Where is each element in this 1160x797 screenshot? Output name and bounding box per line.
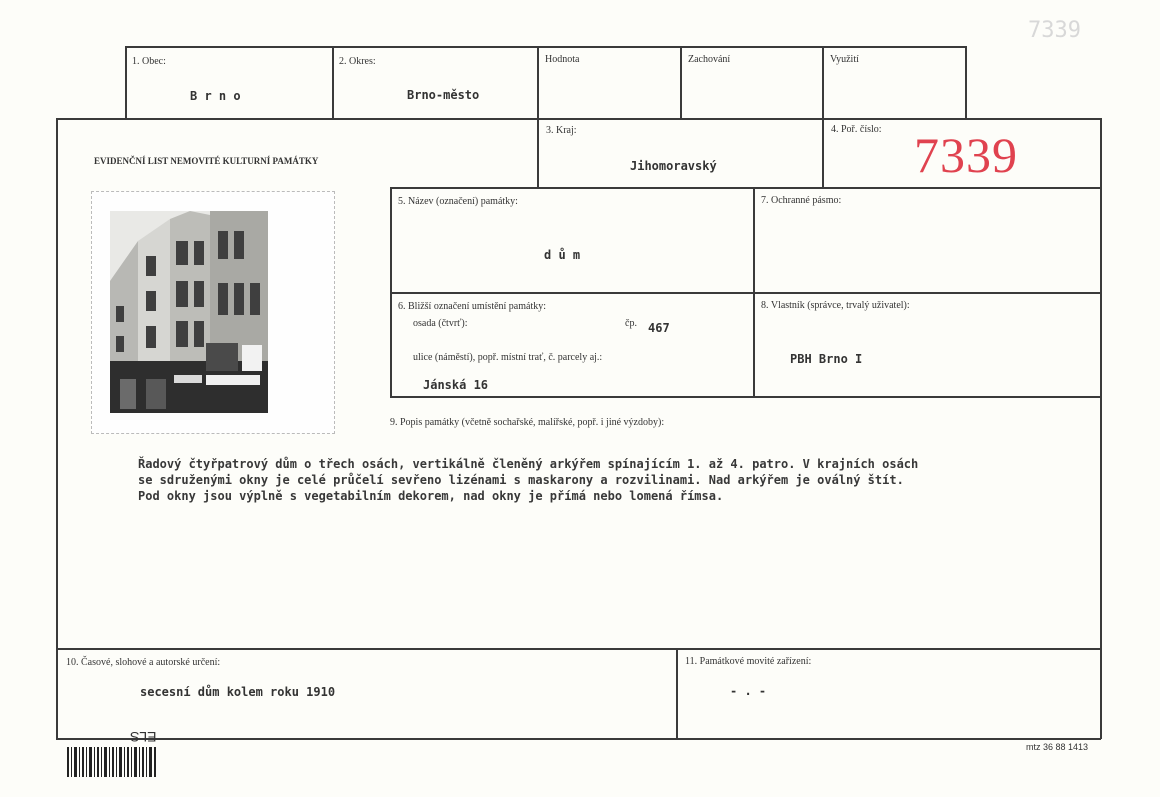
okres-label: 2. Okres: xyxy=(339,56,376,67)
pencil-note: 7339 xyxy=(1028,18,1081,43)
ulice-value: Jánská 16 xyxy=(423,378,489,392)
kraj-label: 3. Kraj: xyxy=(546,125,577,136)
popis-line: Řadový čtyřpatrový dům o třech osách, vertikálně členěný arkýřem spínajícím 1. až 4. patro. V krajních osách xyxy=(138,457,919,471)
registration-number: 7339 xyxy=(914,127,1018,183)
zarizeni-label: 11. Památkové movité zařízení: xyxy=(685,656,812,667)
hodnota-label: Hodnota xyxy=(545,54,580,65)
popis-line: Pod okny jsou výplně s vegetabilním dekorem, nad okny je přímá nebo lomená římsa. xyxy=(138,489,724,503)
urceni-value: secesní dům kolem roku 1910 xyxy=(140,685,336,699)
zarizeni-value: - . - xyxy=(730,684,767,698)
rule xyxy=(822,46,824,187)
nazev-label: 5. Název (označení) památky: xyxy=(398,196,518,207)
obec-value: B r n o xyxy=(190,89,241,103)
por-cislo-label: 4. Poř. číslo: xyxy=(831,124,882,135)
rule xyxy=(965,46,967,118)
rule xyxy=(56,118,1101,120)
obec-label: 1. Obec: xyxy=(132,56,166,67)
urceni-label: 10. Časové, slohové a autorské určení: xyxy=(66,657,221,668)
form-title: EVIDENČNÍ LIST NEMOVITÉ KULTURNÍ PAMÁTKY xyxy=(94,156,319,166)
popis-label: 9. Popis památky (včetně sochařské, malířské, popř. i jiné výzdoby): xyxy=(390,417,665,428)
vlastnik-value: PBH Brno I xyxy=(790,352,863,366)
rule xyxy=(390,187,1101,189)
rule xyxy=(56,118,58,739)
rule xyxy=(125,46,966,48)
popis-text xyxy=(138,456,1038,504)
popis-line: se sdruženými okny je celé průčelí sevřeno lizénami s maskarony a rozvilinami. Nad arkýřem je oválný štít. xyxy=(138,473,904,487)
rule xyxy=(390,396,1101,398)
form-code: mtz 36 88 1413 xyxy=(1026,742,1089,752)
osada-label: osada (čtvrť): xyxy=(413,318,468,329)
nazev-value: d ů m xyxy=(544,248,581,262)
rule xyxy=(56,648,1101,650)
cp-value: 467 xyxy=(648,321,670,335)
building-photo xyxy=(110,211,268,413)
rule xyxy=(1100,118,1102,739)
barcode-icon xyxy=(67,747,157,777)
rule xyxy=(676,648,678,739)
vlastnik-label: 8. Vlastník (správce, trvalý uživatel): xyxy=(761,300,910,311)
rule xyxy=(125,46,127,118)
zachovani-label: Zachování xyxy=(688,54,731,65)
cp-label: čp. xyxy=(625,318,637,329)
rule xyxy=(332,46,334,118)
kraj-value: Jihomoravský xyxy=(630,159,717,173)
rule xyxy=(537,46,539,187)
rule xyxy=(680,46,682,118)
umisteni-label: 6. Bližší označení umístění památky: xyxy=(398,301,547,312)
rule xyxy=(390,292,1101,294)
ochranne-pasmo-label: 7. Ochranné pásmo: xyxy=(761,195,842,206)
okres-value: Brno-město xyxy=(407,88,480,102)
ulice-label: ulice (náměstí), popř. místní trať, č. parcely aj.: xyxy=(413,352,603,363)
vyuziti-label: Využití xyxy=(830,54,859,65)
rule xyxy=(56,738,1101,740)
barcode-label: ELS xyxy=(130,729,157,745)
